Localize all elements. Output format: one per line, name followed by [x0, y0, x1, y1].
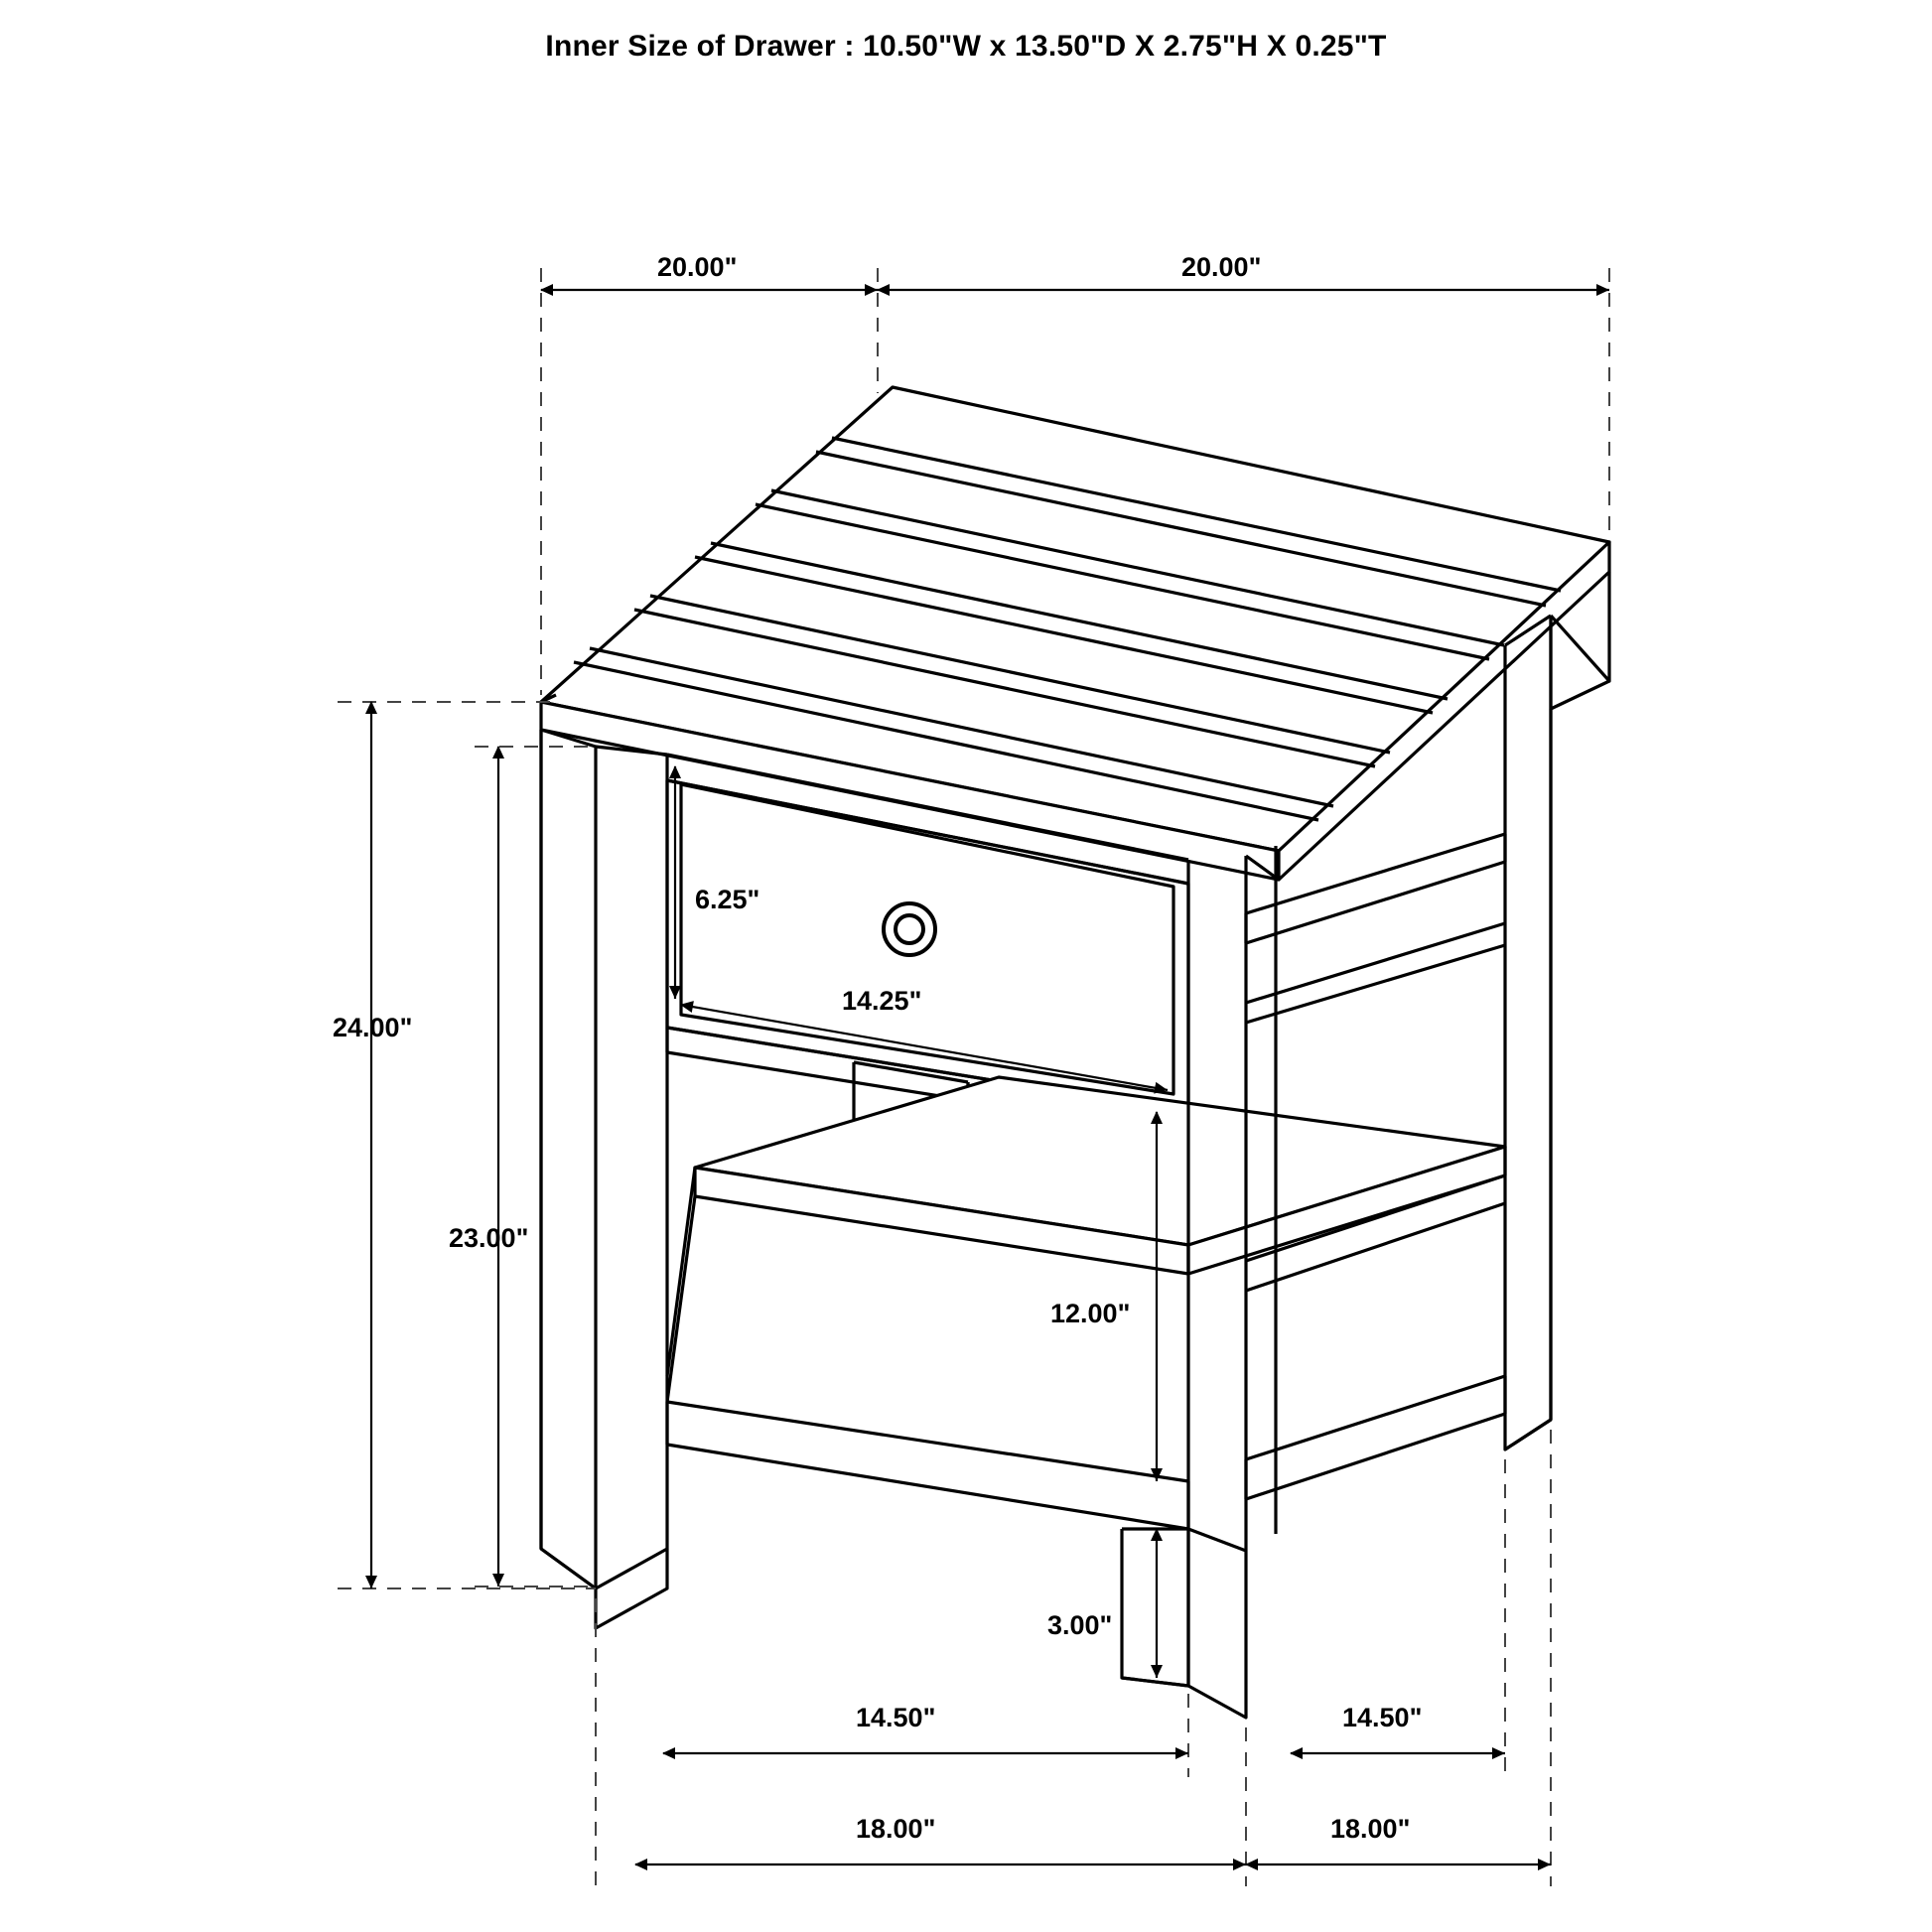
dim-overall-depth-right: 18.00" [1330, 1814, 1411, 1844]
dim-shelf-to-floor: 3.00" [1047, 1610, 1113, 1640]
dim-leg-height: 23.00" [449, 1223, 529, 1253]
dim-shelf-clearance: 12.00" [1050, 1299, 1131, 1328]
dim-base-width-right: 14.50" [1342, 1703, 1423, 1732]
dim-overall-depth-left: 18.00" [856, 1814, 936, 1844]
dim-overall-height: 24.00" [333, 1013, 413, 1042]
table-geometry [541, 387, 1609, 1718]
dim-base-width-left: 14.50" [856, 1703, 936, 1732]
dim-drawer-face-height: 6.25" [695, 885, 760, 914]
page-title: Inner Size of Drawer : 10.50"W x 13.50"D X 2.75"H X 0.25"T [545, 30, 1387, 63]
dim-drawer-face-width: 14.25" [842, 986, 922, 1016]
dim-top-width-left: 20.00" [657, 252, 738, 282]
dim-top-width-right: 20.00" [1181, 252, 1262, 282]
